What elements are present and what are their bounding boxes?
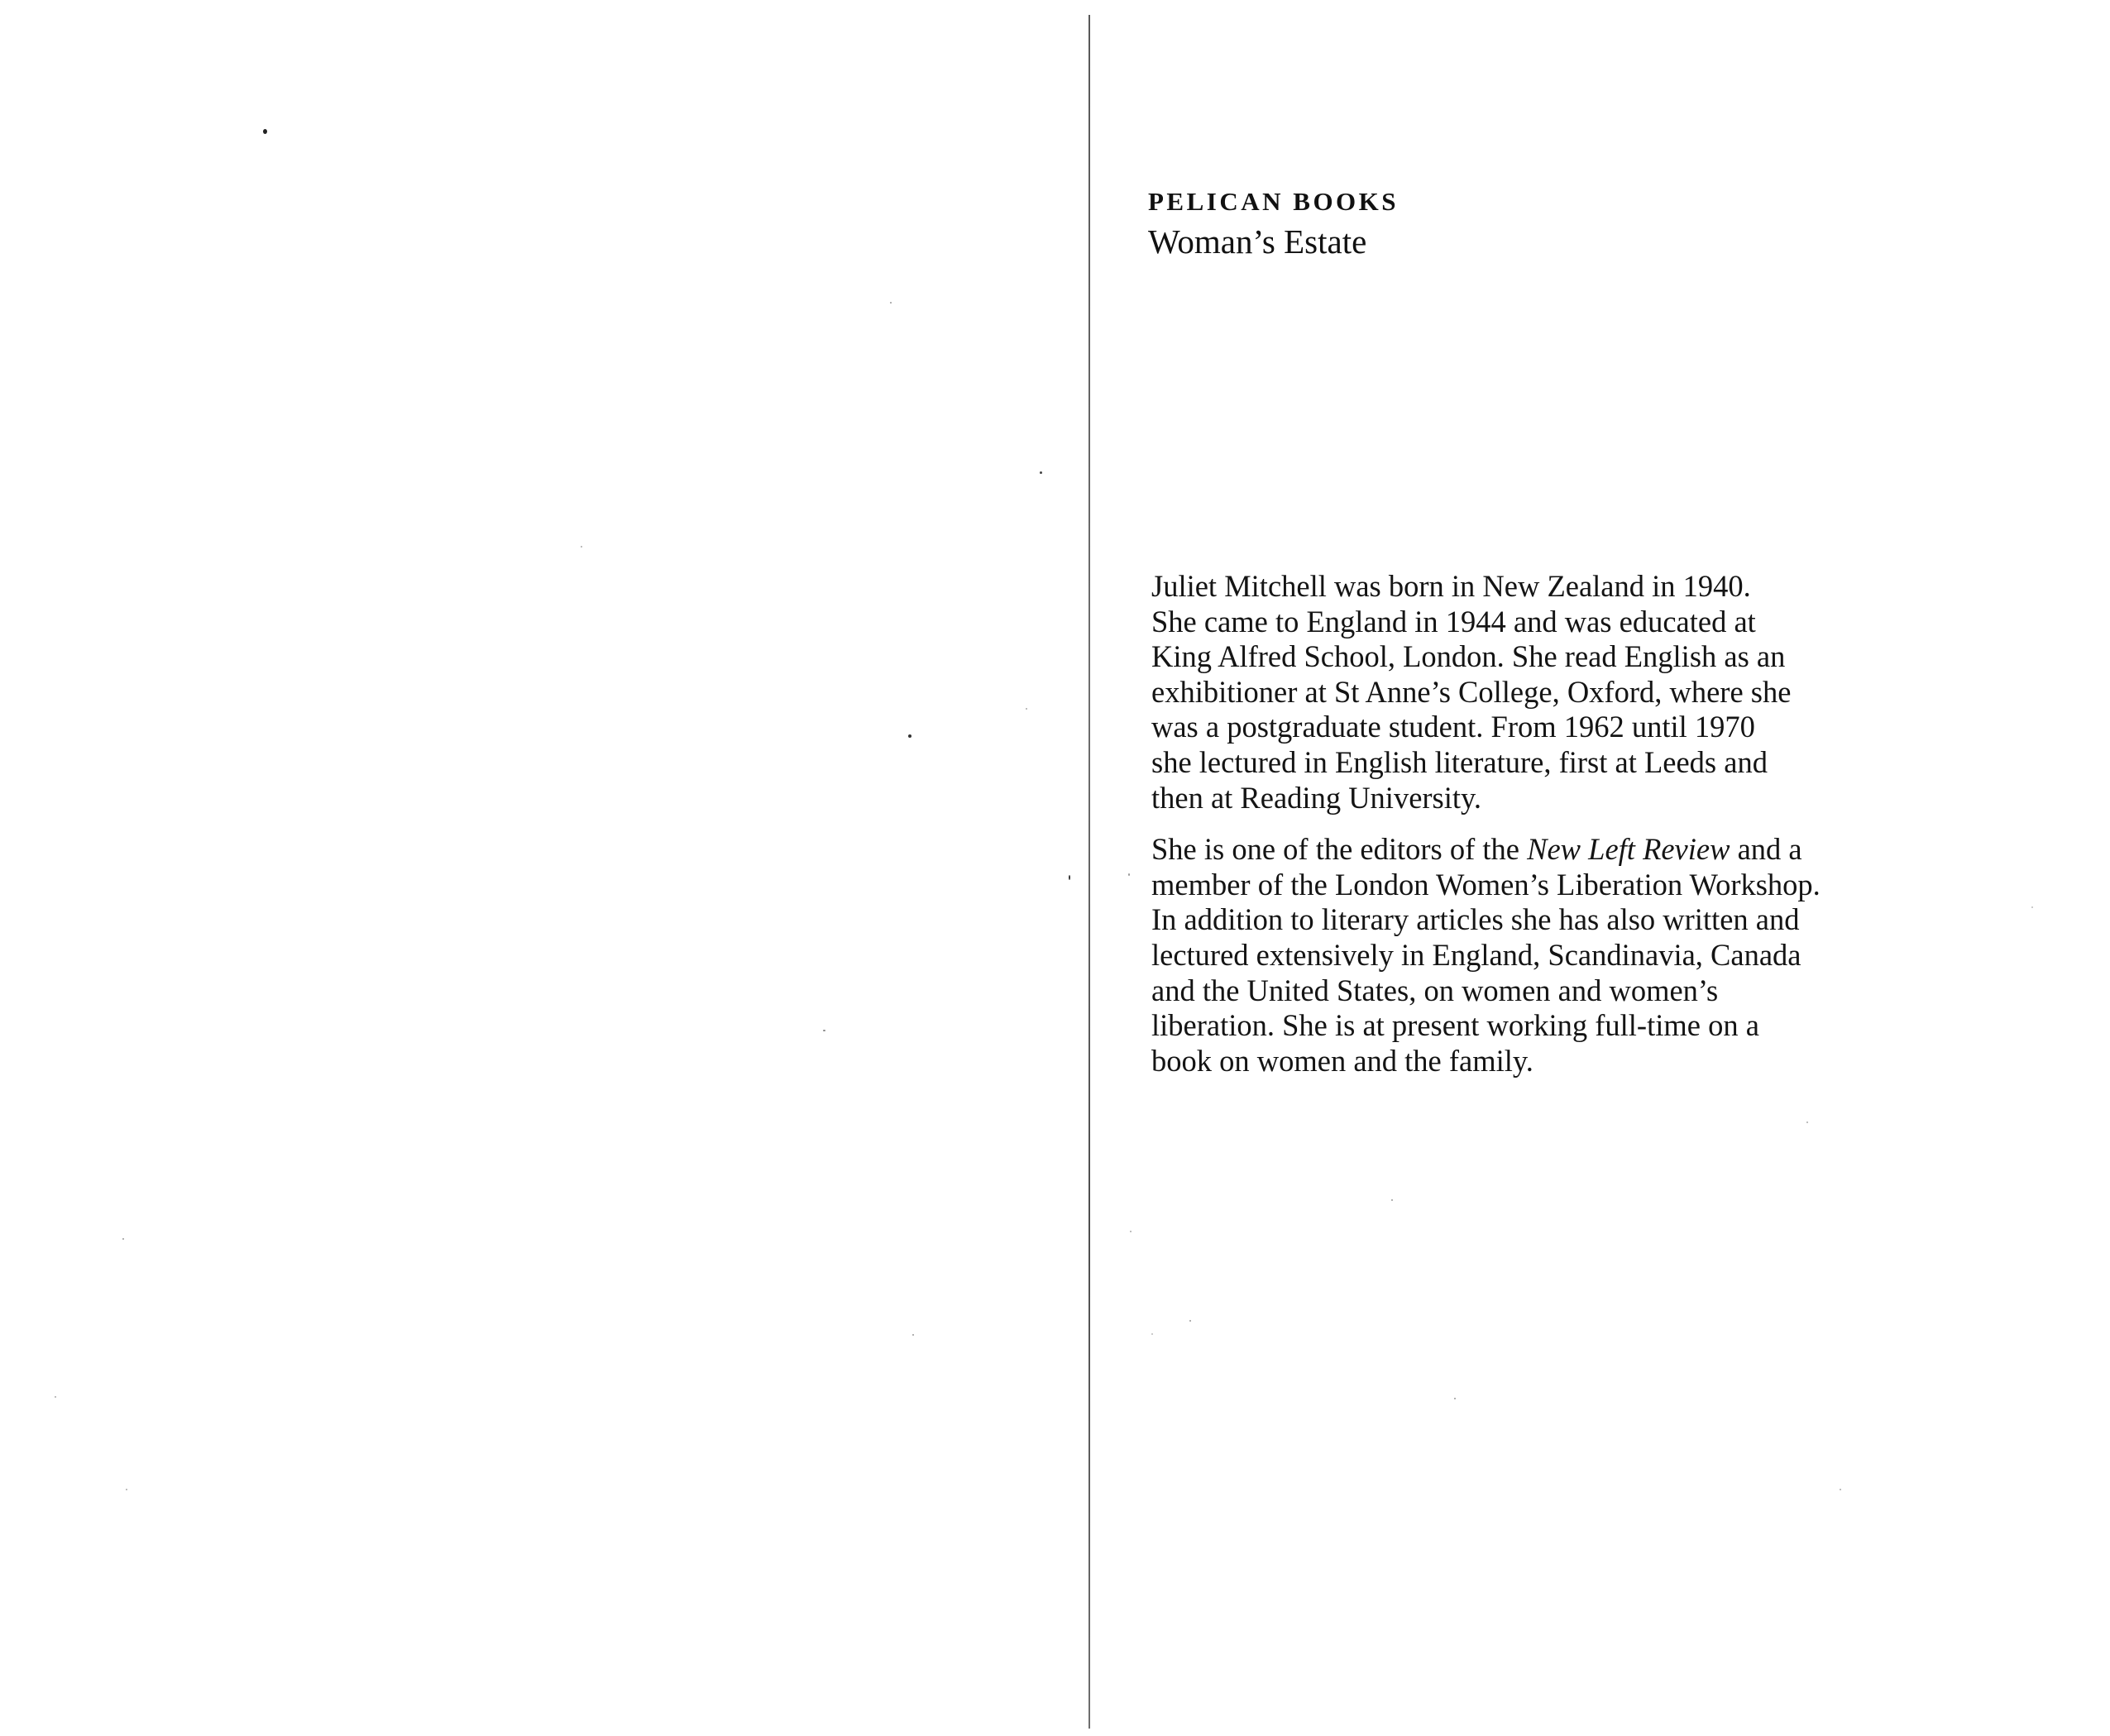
bio-paragraph-2-rest: and a member of the London Women’s Liberation Workshop. In addition to literary articles she has also written and lectured extensively in England, Scandinavia, Canada and the United States, on women and women’s liberation. She is at present working full-time on a book on women and the family. xyxy=(1151,832,1821,1078)
scan-speck xyxy=(126,1489,127,1490)
scan-speck xyxy=(55,1396,56,1398)
scan-speck xyxy=(2031,906,2033,908)
scan-speck xyxy=(263,129,267,134)
scan-speck xyxy=(1130,1231,1132,1232)
scan-speck xyxy=(1026,708,1027,710)
series-name: PELICAN BOOKS xyxy=(1148,187,1399,216)
right-page xyxy=(1090,0,2110,1736)
scan-speck xyxy=(890,302,892,304)
scan-speck xyxy=(823,1030,825,1031)
scan-speck xyxy=(1151,1333,1153,1335)
scan-speck xyxy=(1069,875,1070,880)
scan-speck xyxy=(1189,1320,1191,1322)
bio-paragraph-2 xyxy=(1151,832,1937,1078)
scan-speck xyxy=(1454,1398,1456,1399)
scan-speck xyxy=(1840,1489,1841,1490)
author-bio xyxy=(1151,569,1937,1078)
scan-speck xyxy=(1128,873,1130,876)
bio-paragraph-2-lead: She is one of the editors of the xyxy=(1151,832,1528,867)
journal-title: New Left Review xyxy=(1527,832,1730,867)
bio-paragraph-1: Juliet Mitchell was born in New Zealand in 1940. She came to England in 1944 and was educated at King Alfred School, London. She read English as an exhibitioner at St Anne’s College, Oxford, where she was a postgraduate student. From 1962 until 1970 she lectured in English literature, first at Leeds and then at Reading University. xyxy=(1151,569,1792,815)
scan-speck xyxy=(1806,1121,1808,1123)
scan-speck xyxy=(912,1334,914,1336)
scan-speck xyxy=(581,546,582,548)
book-title: Woman’s Estate xyxy=(1148,222,1367,261)
scan-speck xyxy=(122,1238,124,1240)
scan-speck xyxy=(1040,471,1042,474)
scan-speck xyxy=(908,734,911,738)
scan-speck xyxy=(1391,1199,1393,1201)
